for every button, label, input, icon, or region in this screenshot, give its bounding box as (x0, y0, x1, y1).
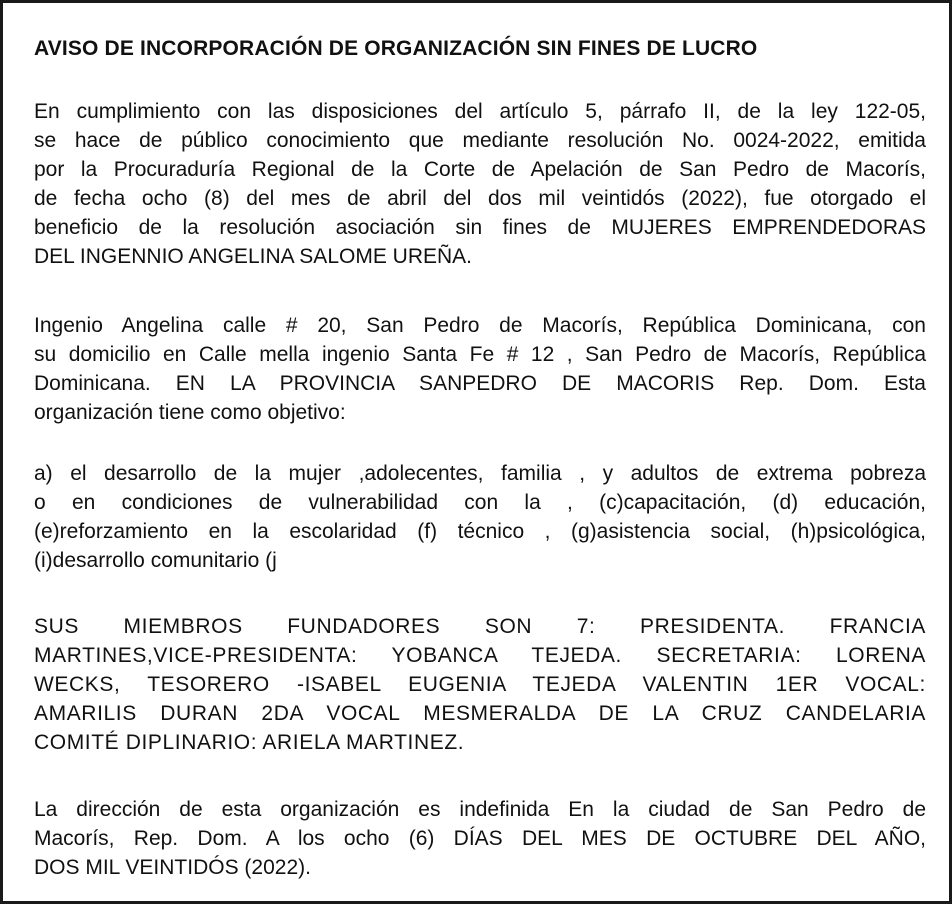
text-line: organización tiene como objetivo: (34, 401, 346, 424)
paragraph-resolution (34, 97, 926, 271)
text-line: (e)reforzamiento en la escolaridad (f) técnico , (g)asistencia social, (h)psicológica, (34, 520, 926, 543)
text-line: SUS MIEMBROS FUNDADORES SON 7: PRESIDENTA. FRANCIA (34, 615, 926, 638)
text-line: por la Procuraduría Regional de la Corte de Apelación de San Pedro de Macorís, (34, 158, 926, 181)
paragraph-objectives (34, 459, 926, 575)
paragraph-closing (34, 795, 926, 882)
text-line: (i)desarrollo comunitario (j (34, 549, 277, 572)
text-line: WECKS, TESORERO -ISABEL EUGENIA TEJEDA VALENTIN 1ER VOCAL: (34, 673, 926, 696)
text-line: DOS MIL VEINTIDÓS (2022). (34, 856, 311, 879)
text-line: En cumplimiento con las disposiciones del artículo 5, párrafo II, de la ley 122-05, (34, 100, 926, 123)
text-line: Macorís, Rep. Dom. A los ocho (6) DÍAS DEL MES DE OCTUBRE DEL AÑO, (34, 827, 926, 850)
text-line: Dominicana. EN LA PROVINCIA SANPEDRO DE MACORIS Rep. Dom. Esta (34, 372, 926, 395)
text-line: a) el desarrollo de la mujer ,adolecentes, familia , y adultos de extrema pobreza (34, 462, 926, 485)
text-line: se hace de público conocimiento que mediante resolución No. 0024-2022, emitida (34, 129, 926, 152)
paragraph-founding-members (34, 612, 926, 757)
text-line: La dirección de esta organización es indefinida En la ciudad de San Pedro de (34, 798, 926, 821)
notice-title: AVISO DE INCORPORACIÓN DE ORGANIZACIÓN SIN FINES DE LUCRO (34, 37, 758, 60)
text-line: Ingenio Angelina calle # 20, San Pedro de Macorís, República Dominicana, con (34, 314, 926, 337)
text-line: su domicilio en Calle mella ingenio Santa Fe # 12 , San Pedro de Macorís, República (34, 343, 926, 366)
text-line: MARTINES,VICE-PRESIDENTA: YOBANCA TEJEDA. SECRETARIA: LORENA (34, 644, 926, 667)
text-line: AMARILIS DURAN 2DA VOCAL MESMERALDA DE LA CRUZ CANDELARIA (34, 702, 926, 725)
paragraph-address (34, 311, 926, 427)
text-line: de fecha ocho (8) del mes de abril del dos mil veintidós (2022), fue otorgado el (34, 187, 926, 210)
text-line: COMITÉ DIPLINARIO: ARIELA MARTINEZ. (34, 731, 465, 754)
text-line: o en condiciones de vulnerabilidad con la , (c)capacitación, (d) educación, (34, 491, 926, 514)
text-line: beneficio de la resolución asociación sin fines de MUJERES EMPRENDEDORAS (34, 216, 926, 239)
text-line: DEL INGENNIO ANGELINA SALOME UREÑA. (34, 245, 473, 268)
